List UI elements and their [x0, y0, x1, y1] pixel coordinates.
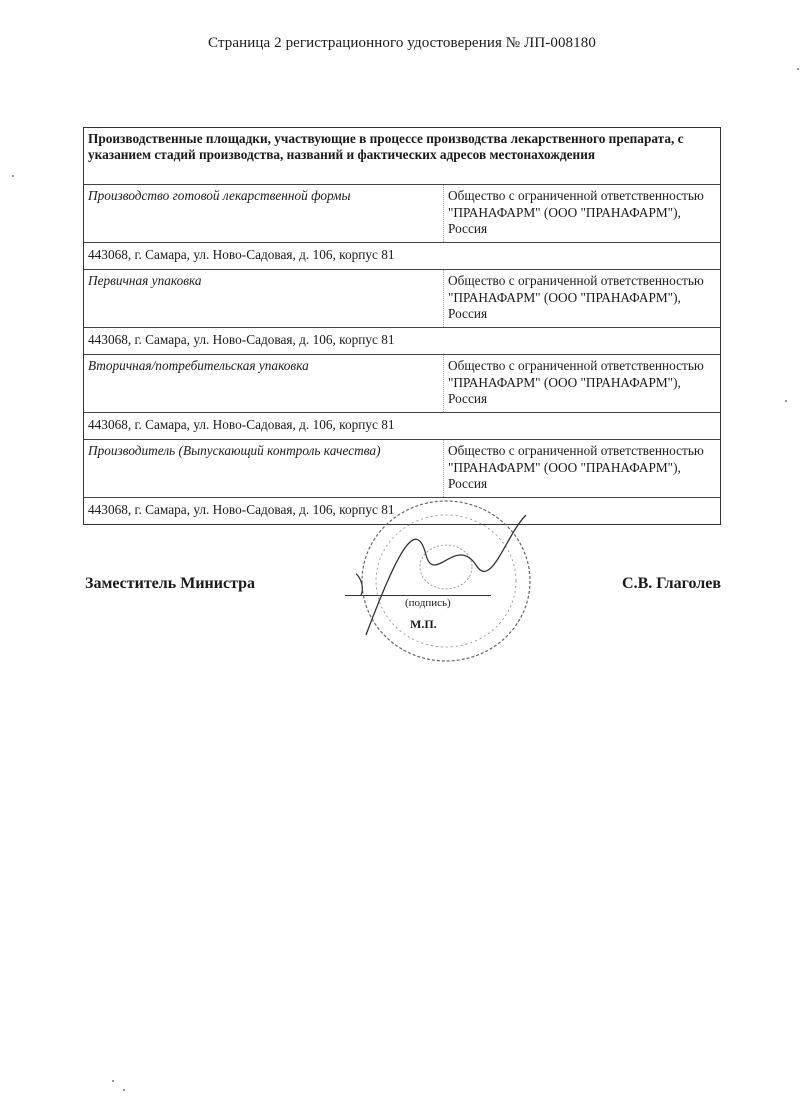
address-row: [84, 412, 720, 439]
address-row: [84, 242, 720, 269]
address-cell: 443068, г. Самара, ул. Ново-Садовая, д. 106, корпус 81: [88, 502, 395, 517]
address-row: [84, 327, 720, 354]
scan-artifact: [123, 1089, 125, 1091]
signature-caption: (подпись): [405, 597, 451, 609]
stage-cell: Производитель (Выпускающий контроль качества): [88, 443, 381, 458]
signer-name: С.В. Глаголев: [622, 575, 721, 592]
organization-cell: Общество с ограниченной ответственностью "ПРАНАФАРМ" (ООО "ПРАНАФАРМ"), Россия: [443, 355, 720, 412]
page-header: Страница 2 регистрационного удостоверения № ЛП-008180: [208, 35, 596, 51]
seal-label: М.П.: [410, 617, 437, 631]
signer-title: Заместитель Министра: [85, 575, 256, 592]
organization-cell: Общество с ограниченной ответственностью "ПРАНАФАРМ" (ООО "ПРАНАФАРМ"), Россия: [443, 270, 720, 327]
signature-block: [85, 575, 721, 599]
address-cell: 443068, г. Самара, ул. Ново-Садовая, д. 106, корпус 81: [88, 247, 395, 262]
table-row: [84, 269, 720, 327]
table-row: [84, 184, 720, 242]
table-header-row: [84, 128, 720, 184]
table-row: [84, 439, 720, 497]
scan-artifact: [12, 175, 14, 177]
production-sites-table: [83, 127, 721, 525]
address-cell: 443068, г. Самара, ул. Ново-Садовая, д. 106, корпус 81: [88, 332, 395, 347]
organization-cell: Общество с ограниченной ответственностью "ПРАНАФАРМ" (ООО "ПРАНАФАРМ"), Россия: [443, 440, 720, 497]
stage-cell: Производство готовой лекарственной формы: [88, 188, 351, 203]
table-row: [84, 354, 720, 412]
scan-artifact: [797, 68, 799, 70]
stage-cell: Первичная упаковка: [88, 273, 202, 288]
scan-artifact: [785, 400, 787, 402]
scan-artifact: [112, 1080, 114, 1082]
stage-cell: Вторичная/потребительская упаковка: [88, 358, 309, 373]
organization-cell: Общество с ограниченной ответственностью "ПРАНАФАРМ" (ООО "ПРАНАФАРМ"), Россия: [443, 185, 720, 242]
table-title: Производственные площадки, участвующие в процессе производства лекарственного препарата, с указанием стадий производства, названий и фактических адресов местонахождения: [88, 131, 684, 162]
address-cell: 443068, г. Самара, ул. Ново-Садовая, д. 106, корпус 81: [88, 417, 395, 432]
